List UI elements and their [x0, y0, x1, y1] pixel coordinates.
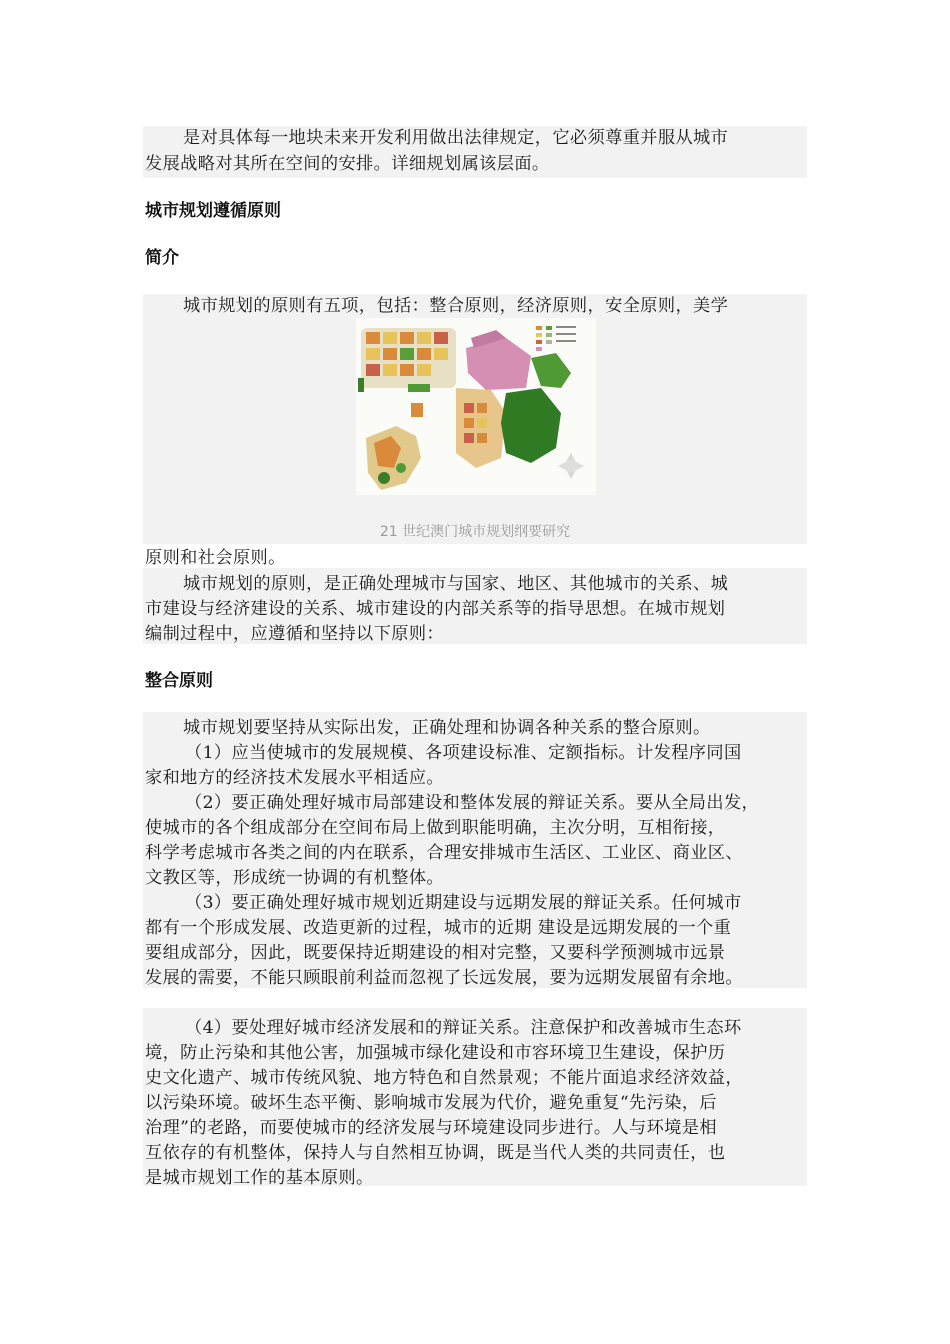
paragraph-line: 发展战略对其所在空间的安排。详细规划属该层面。	[145, 154, 550, 174]
list-item-line: 境，防止污染和其他公害，加强城市绿化建设和市容环境卫生建设，保护历	[145, 1043, 726, 1063]
paragraph-line: 原则和社会原则。	[145, 548, 286, 568]
list-item-line: （1）应当使城市的发展规模、各项建设标准、定额指标。计发程序同国	[185, 743, 742, 763]
section-heading-principles: 城市规划遵循原则	[145, 201, 281, 221]
paragraph-line: 编制过程中，应遵循和坚持以下原则：	[145, 624, 444, 644]
list-item-line: 家和地方的经济技术发展水平相适应。	[145, 768, 444, 788]
list-item-line: 是城市规划工作的基本原则。	[145, 1168, 374, 1188]
paragraph-line: 是对具体每一地块未来开发利用做出法律规定，它必须尊重并服从城市	[183, 128, 729, 148]
list-item-line: （4）要处理好城市经济发展和的辩证关系。注意保护和改善城市生态环	[185, 1018, 742, 1038]
paragraph-line: 市建设与经济建设的关系、城市建设的内部关系等的指导思想。在城市规划	[145, 599, 726, 619]
paragraph-line: 城市规划要坚持从实际出发，正确处理和协调各种关系的整合原则。	[183, 718, 711, 738]
list-item-line: 科学考虑城市各类之间的内在联系，合理安排城市生活区、工业区、商业区、	[145, 843, 743, 863]
list-item-line: 发展的需要，不能只顾眼前利益而忽视了长远发展，要为远期发展留有余地。	[145, 968, 743, 988]
list-item-line: 要组成部分，因此，既要保持近期建设的相对完整，又要科学预测城市远景	[145, 943, 726, 963]
paragraph-line: 城市规划的原则，是正确处理城市与国家、地区、其他城市的关系、城	[183, 574, 729, 594]
paragraph-line: 城市规划的原则有五项，包括：整合原则，经济原则，安全原则，美学	[183, 296, 729, 316]
list-item-line: 使城市的各个组成部分在空间布局上做到职能明确，主次分明，互相衔接，	[145, 818, 726, 838]
list-item-line: 都有一个形成发展、改造更新的过程，城市的近期 建设是远期发展的一个重	[145, 918, 732, 938]
list-item-line: 互依存的有机整体，保持人与自然相互协调，既是当代人类的共同责任，也	[145, 1143, 726, 1163]
list-item-line: （3）要正确处理好城市规划近期建设与远期发展的辩证关系。任何城市	[185, 893, 742, 913]
figure-caption: 21 世纪澳门城市规划纲要研究	[379, 524, 571, 540]
urban-plan-map-image	[356, 318, 596, 495]
list-item-line: 治理”的老路，而要使城市的经济发展与环境建设同步进行。人与环境是相	[145, 1118, 717, 1138]
district-blocks	[358, 328, 456, 392]
list-item-line: 史文化遗产、城市传统风貌、地方特色和自然景观；不能片面追求经济效益，	[145, 1068, 743, 1088]
list-item-line: 以污染环境。破坏生态平衡、影响城市发展为代价，避免重复“先污染，后	[145, 1093, 717, 1113]
list-item-line: （2）要正确处理好城市局部建设和整体发展的辩证关系。要从全局出发，	[185, 793, 760, 813]
section-heading-intro: 简介	[145, 248, 179, 268]
section-heading-integration: 整合原则	[145, 671, 213, 691]
list-item-line: 文教区等，形成统一协调的有机整体。	[145, 868, 444, 888]
